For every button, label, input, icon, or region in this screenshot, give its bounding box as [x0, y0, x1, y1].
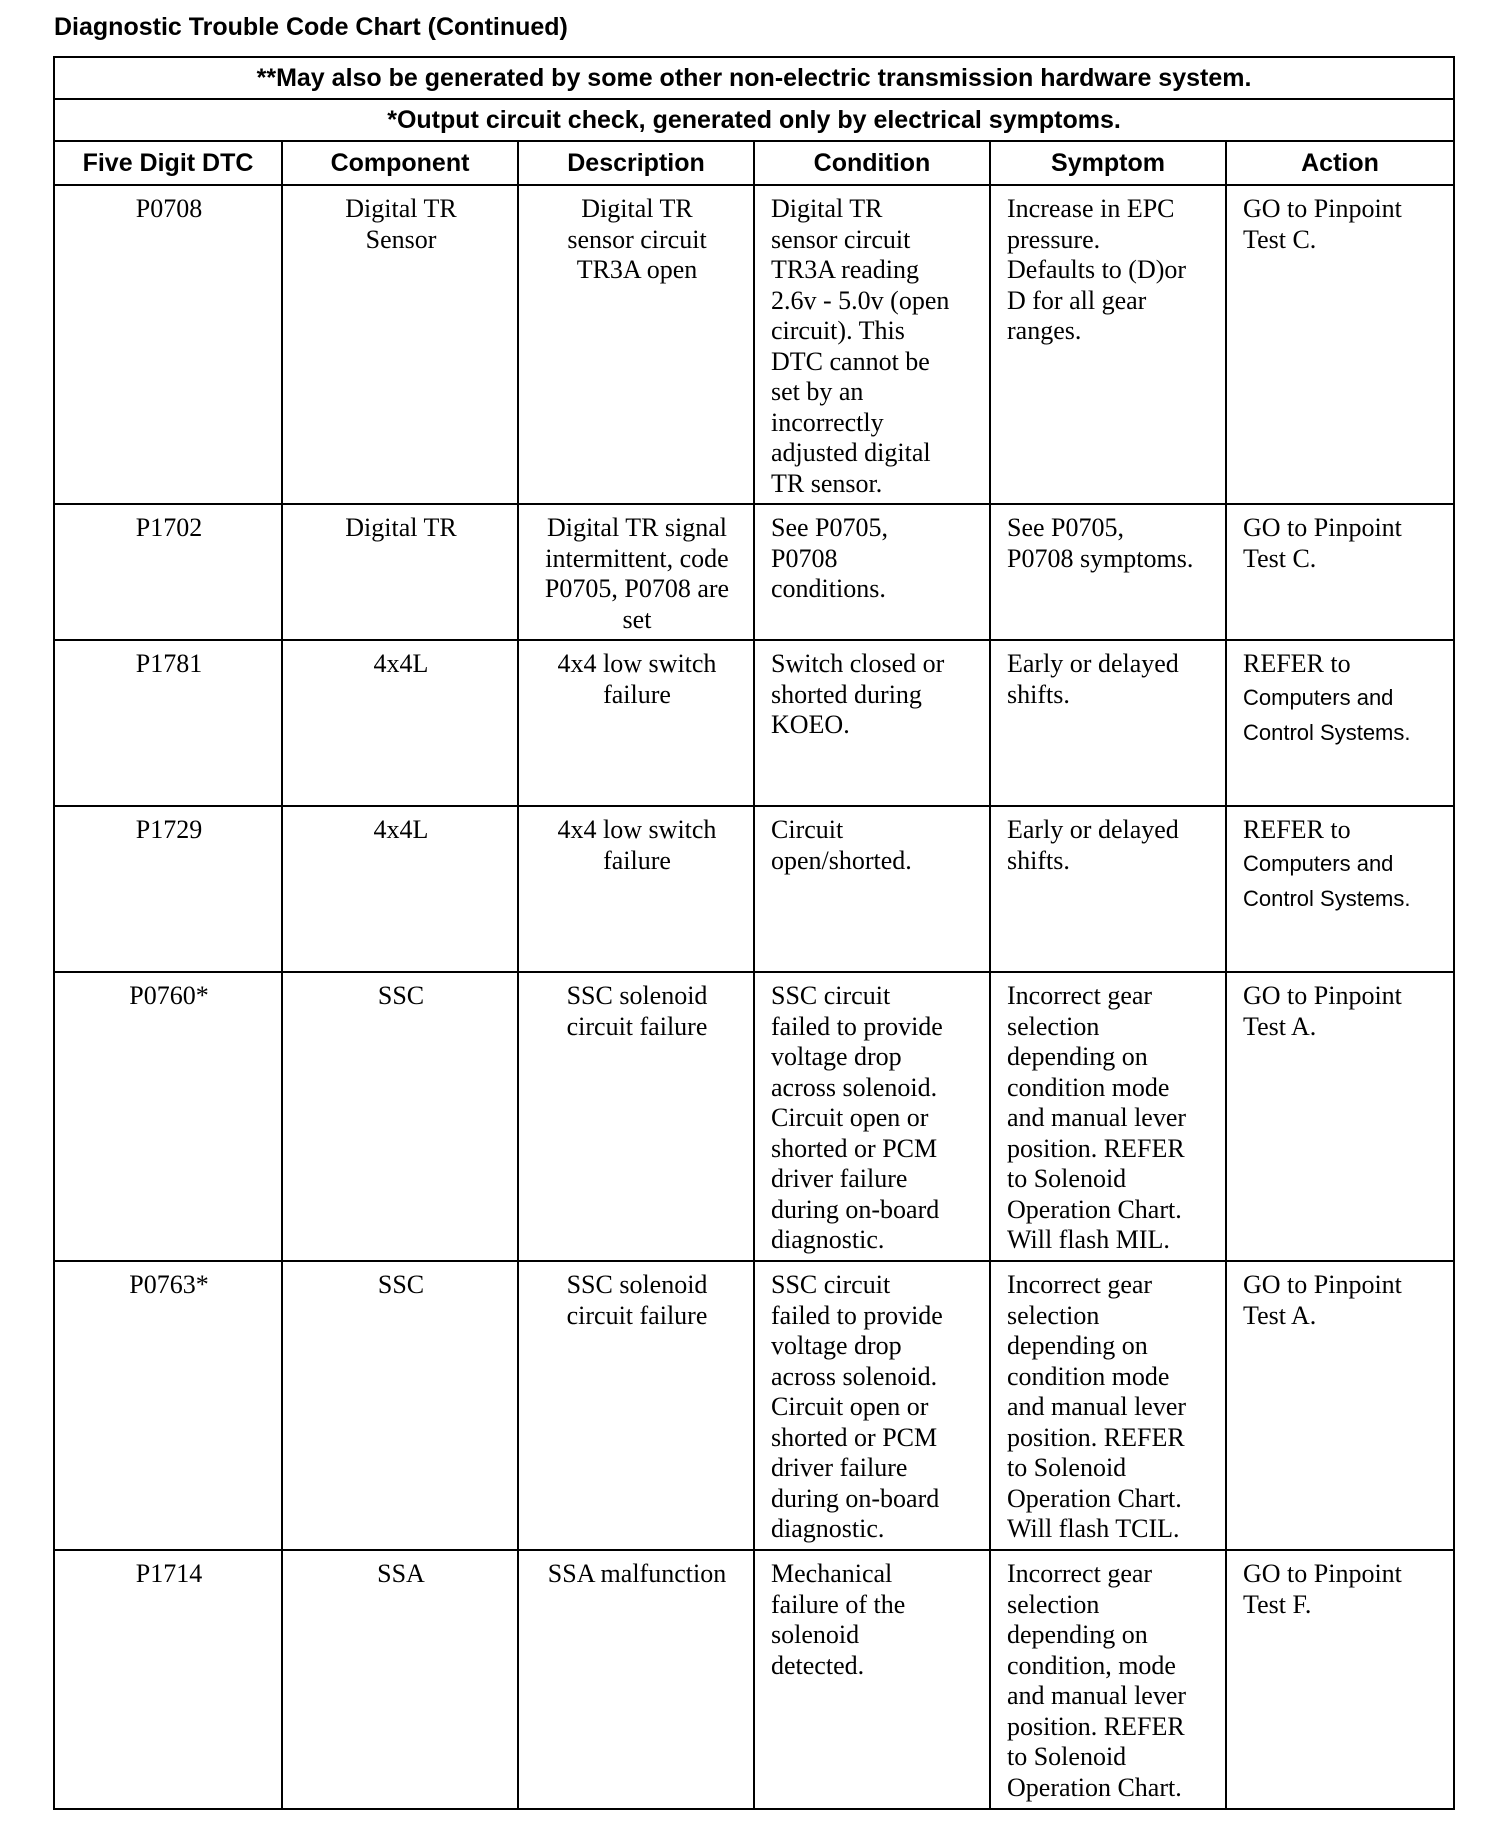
table-row: [54, 972, 1454, 1261]
table-note-row: [54, 57, 1454, 99]
dtc-cell: P1781: [54, 640, 282, 806]
symptom-cell: Incorrect gear selection depending on condition mode and manual lever position. REFER to Solenoid Operation Chart. Will flash MIL.: [990, 972, 1226, 1261]
action-reference: Computers and Control Systems.: [1243, 684, 1411, 745]
symptom-cell: Increase in EPC pressure. Defaults to (D)or D for all gear ranges.: [990, 185, 1226, 504]
action-cell: [1226, 504, 1454, 640]
table-row: [54, 640, 1454, 806]
description-cell: SSA malfunction: [518, 1550, 754, 1809]
table-note: *Output circuit check, generated only by electrical symptoms.: [54, 99, 1454, 141]
action-text: REFER to: [1243, 815, 1351, 844]
dtc-cell: P0763*: [54, 1261, 282, 1550]
condition-cell: Mechanical failure of the solenoid detected.: [754, 1550, 990, 1809]
symptom-cell: See P0705, P0708 symptoms.: [990, 504, 1226, 640]
condition-cell: SSC circuit failed to provide voltage drop across solenoid. Circuit open or shorted or PCM driver failure during on-board diagnostic.: [754, 1261, 990, 1550]
dtc-cell: P1714: [54, 1550, 282, 1809]
action-cell: [1226, 1261, 1454, 1550]
description-cell: SSC solenoid circuit failure: [518, 1261, 754, 1550]
component-cell: 4x4L: [282, 806, 518, 972]
action-cell: [1226, 972, 1454, 1261]
description-cell: Digital TR sensor circuit TR3A open: [518, 185, 754, 504]
page-title: Diagnostic Trouble Code Chart (Continued): [54, 13, 568, 41]
component-cell: Digital TR: [282, 504, 518, 640]
symptom-cell: Early or delayed shifts.: [990, 640, 1226, 806]
component-cell: SSC: [282, 972, 518, 1261]
action-text: REFER to: [1243, 649, 1351, 678]
action-text: GO to Pinpoint Test C.: [1243, 513, 1402, 573]
action-text: GO to Pinpoint Test A.: [1243, 981, 1402, 1041]
description-cell: SSC solenoid circuit failure: [518, 972, 754, 1261]
action-text: GO to Pinpoint Test C.: [1243, 194, 1402, 254]
column-header-condition: Condition: [754, 141, 990, 185]
description-cell: 4x4 low switch failure: [518, 806, 754, 972]
component-cell: SSC: [282, 1261, 518, 1550]
dtc-cell: P1729: [54, 806, 282, 972]
action-cell: [1226, 1550, 1454, 1809]
column-header-description: Description: [518, 141, 754, 185]
dtc-cell: P0708: [54, 185, 282, 504]
column-header-action: Action: [1226, 141, 1454, 185]
symptom-cell: Early or delayed shifts.: [990, 806, 1226, 972]
symptom-cell: Incorrect gear selection depending on condition mode and manual lever position. REFER to Solenoid Operation Chart. Will flash TCIL.: [990, 1261, 1226, 1550]
action-text: GO to Pinpoint Test A.: [1243, 1270, 1402, 1330]
component-cell: SSA: [282, 1550, 518, 1809]
description-cell: 4x4 low switch failure: [518, 640, 754, 806]
table-row: [54, 185, 1454, 504]
component-cell: 4x4L: [282, 640, 518, 806]
table-note-row: [54, 99, 1454, 141]
table-row: [54, 1261, 1454, 1550]
column-header-symptom: Symptom: [990, 141, 1226, 185]
condition-cell: SSC circuit failed to provide voltage drop across solenoid. Circuit open or shorted or PCM driver failure during on-board diagnostic.: [754, 972, 990, 1261]
dtc-cell: P0760*: [54, 972, 282, 1261]
header-row: [54, 141, 1454, 185]
action-cell: [1226, 185, 1454, 504]
action-text: GO to Pinpoint Test F.: [1243, 1559, 1402, 1619]
column-header-dtc: Five Digit DTC: [54, 141, 282, 185]
action-cell: [1226, 806, 1454, 972]
table-row: [54, 806, 1454, 972]
dtc-cell: P1702: [54, 504, 282, 640]
condition-cell: Switch closed or shorted during KOEO.: [754, 640, 990, 806]
action-reference: Computers and Control Systems.: [1243, 850, 1411, 911]
description-cell: Digital TR signal intermittent, code P0705, P0708 are set: [518, 504, 754, 640]
table-row: [54, 504, 1454, 640]
column-header-component: Component: [282, 141, 518, 185]
action-cell: [1226, 640, 1454, 806]
table-row: [54, 1550, 1454, 1809]
condition-cell: Digital TR sensor circuit TR3A reading 2.6v - 5.0v (open circuit). This DTC cannot be set by an incorrectly adjusted digital TR sensor.: [754, 185, 990, 504]
dtc-table: [53, 56, 1455, 1810]
component-cell: Digital TR Sensor: [282, 185, 518, 504]
symptom-cell: Incorrect gear selection depending on condition, mode and manual lever position. REFER to Solenoid Operation Chart.: [990, 1550, 1226, 1809]
table-note: **May also be generated by some other non-electric transmission hardware system.: [54, 57, 1454, 99]
condition-cell: Circuit open/shorted.: [754, 806, 990, 972]
condition-cell: See P0705, P0708 conditions.: [754, 504, 990, 640]
